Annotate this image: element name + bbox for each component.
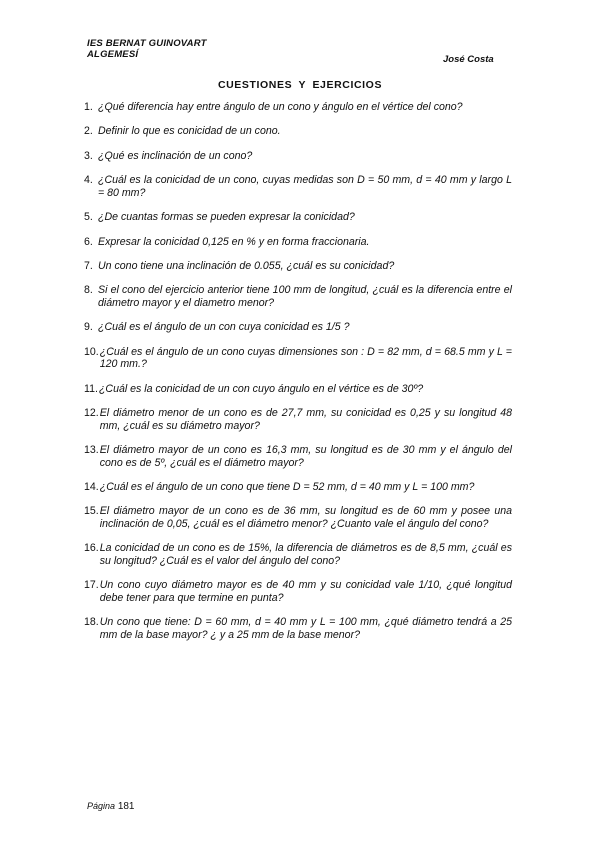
question-number: 15. xyxy=(84,505,99,518)
question-number: 4. xyxy=(84,174,93,187)
question-item xyxy=(84,542,512,567)
question-text: Un cono cuyo diámetro mayor es de 40 mm y su conicidad vale 1/10, ¿qué longitud debe tener para que termine en punta? xyxy=(99,579,512,604)
question-number: 16. xyxy=(84,542,99,555)
question-item xyxy=(84,616,512,641)
school-header xyxy=(87,38,207,60)
question-item xyxy=(84,260,512,273)
question-item xyxy=(84,346,512,371)
question-item xyxy=(84,211,512,224)
question-text: ¿Cuál es el ángulo de un con cuya conicidad es 1/5 ? xyxy=(98,321,350,334)
question-number: 17. xyxy=(84,579,99,592)
question-number: 10. xyxy=(84,345,99,358)
question-item xyxy=(84,101,512,114)
question-text: El diámetro mayor de un cono es de 36 mm, su longitud es de 60 mm y posee una inclinación de 0,05, ¿cuál es el diámetro menor? ¿Cuanto vale el ángulo del cono? xyxy=(99,505,512,531)
question-number: 8. xyxy=(84,284,93,297)
question-item xyxy=(84,150,512,163)
question-text: El diámetro mayor de un cono es 16,3 mm, su longitud es de 30 mm y el ángulo del cono es de 5º, ¿cuál es el diámetro mayor? xyxy=(99,444,512,469)
question-number: 12. xyxy=(84,407,99,420)
author-name: José Costa xyxy=(443,54,494,65)
question-text: El diámetro menor de un cono es de 27,7 mm, su conicidad es 0,25 y su longitud 48 mm, ¿cuál es su diámetro mayor? xyxy=(99,407,512,432)
question-number: 14. xyxy=(84,481,99,494)
question-number: 6. xyxy=(84,235,93,248)
question-item xyxy=(84,444,512,469)
question-number: 1. xyxy=(84,101,93,113)
question-text: Un cono tiene una inclinación de 0.055, ¿cuál es su conicidad? xyxy=(98,259,395,272)
question-item xyxy=(84,125,512,138)
page-number: 181 xyxy=(117,801,135,812)
page-title: CUESTIONES Y EJERCICIOS xyxy=(217,79,383,91)
page-footer xyxy=(87,801,135,812)
page-label: Página xyxy=(87,801,116,811)
question-number: 13. xyxy=(84,444,99,457)
question-text: La conicidad de un cono es de 15%, la diferencia de diámetros es de 8,5 mm, ¿cuál es su longitud? ¿Cuál es el valor del ángulo del cono? xyxy=(99,542,512,568)
school-town: ALGEMESÍ xyxy=(87,49,139,60)
question-text: ¿Cuál es la conicidad de un con cuyo ángulo en el vértice es de 30º? xyxy=(98,382,424,395)
question-number: 9. xyxy=(84,321,93,334)
question-text: Si el cono del ejercicio anterior tiene 100 mm de longitud, ¿cuál es la diferencia entre el diámetro mayor y el diametro menor? xyxy=(98,284,512,309)
question-text: ¿De cuantas formas se pueden expresar la conicidad? xyxy=(98,211,355,224)
question-number: 2. xyxy=(84,125,93,138)
question-item xyxy=(84,321,512,334)
question-item xyxy=(84,407,512,432)
question-text: ¿Qué es inclinación de un cono? xyxy=(98,149,253,162)
question-list xyxy=(84,101,512,653)
question-item xyxy=(84,284,512,309)
question-text: ¿Cuál es el ángulo de un cono cuyas dimensiones son : D = 82 mm, d = 68.5 mm y L = 120 mm.? xyxy=(99,345,512,371)
question-item xyxy=(84,481,512,494)
question-number: 18. xyxy=(84,616,99,629)
question-number: 7. xyxy=(84,259,93,272)
question-text: ¿Cuál es la conicidad de un cono, cuyas medidas son D = 50 mm, d = 40 mm y largo L = 80 mm? xyxy=(98,174,512,199)
question-number: 11. xyxy=(84,382,98,395)
question-text: Expresar la conicidad 0,125 en % y en forma fraccionaria. xyxy=(98,235,370,248)
question-text: Un cono que tiene: D = 60 mm, d = 40 mm y L = 100 mm, ¿qué diámetro tendrá a 25 mm de la base mayor? ¿ y a 25 mm de la base menor? xyxy=(99,616,512,641)
question-item xyxy=(84,505,512,530)
question-text: Definir lo que es conicidad de un cono. xyxy=(98,125,281,138)
question-number: 3. xyxy=(84,149,93,162)
question-item xyxy=(84,579,512,604)
question-text: ¿Qué diferencia hay entre ángulo de un cono y ángulo en el vértice del cono? xyxy=(98,101,463,113)
question-text: ¿Cuál es el ángulo de un cono que tiene D = 52 mm, d = 40 mm y L = 100 mm? xyxy=(99,481,475,494)
question-item xyxy=(84,236,512,249)
school-name: IES BERNAT GUINOVART xyxy=(87,38,207,49)
question-number: 5. xyxy=(84,211,93,224)
question-item xyxy=(84,174,512,199)
question-item xyxy=(84,383,512,396)
